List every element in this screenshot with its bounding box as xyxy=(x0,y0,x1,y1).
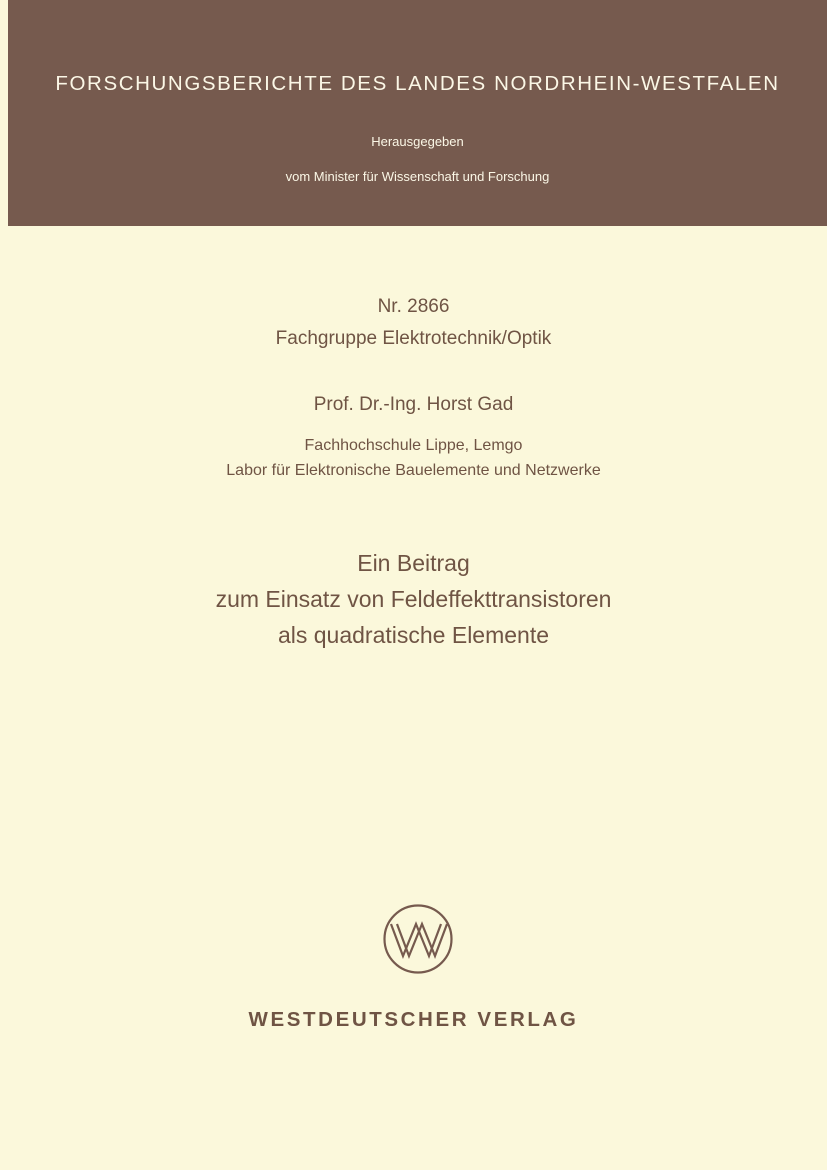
publisher-name: WESTDEUTSCHER VERLAG xyxy=(248,1008,579,1031)
series-title: FORSCHUNGSBERICHTE DES LANDES NORDRHEIN-WESTFALEN xyxy=(55,72,780,95)
author-institution: Fachhochschule Lippe, Lemgo xyxy=(304,437,523,454)
author-lab: Labor für Elektronische Bauelemente und Netzwerke xyxy=(226,462,601,479)
report-number: Nr. 2866 xyxy=(377,296,450,317)
editor-name: vom Minister für Wissenschaft und Forschung xyxy=(285,169,550,184)
report-group: Fachgruppe Elektrotechnik/Optik xyxy=(275,328,552,349)
book-title-line-2: zum Einsatz von Feldeffekttransistoren xyxy=(215,586,612,612)
ww-publisher-logo-icon xyxy=(382,903,454,975)
author-name: Prof. Dr.-Ing. Horst Gad xyxy=(313,394,514,415)
book-title xyxy=(0,545,827,653)
editor-label: Herausgegeben xyxy=(371,134,464,149)
book-title-line-3: als quadratische Elemente xyxy=(277,622,550,648)
header-band xyxy=(8,0,827,226)
book-title-line-1: Ein Beitrag xyxy=(357,550,470,576)
